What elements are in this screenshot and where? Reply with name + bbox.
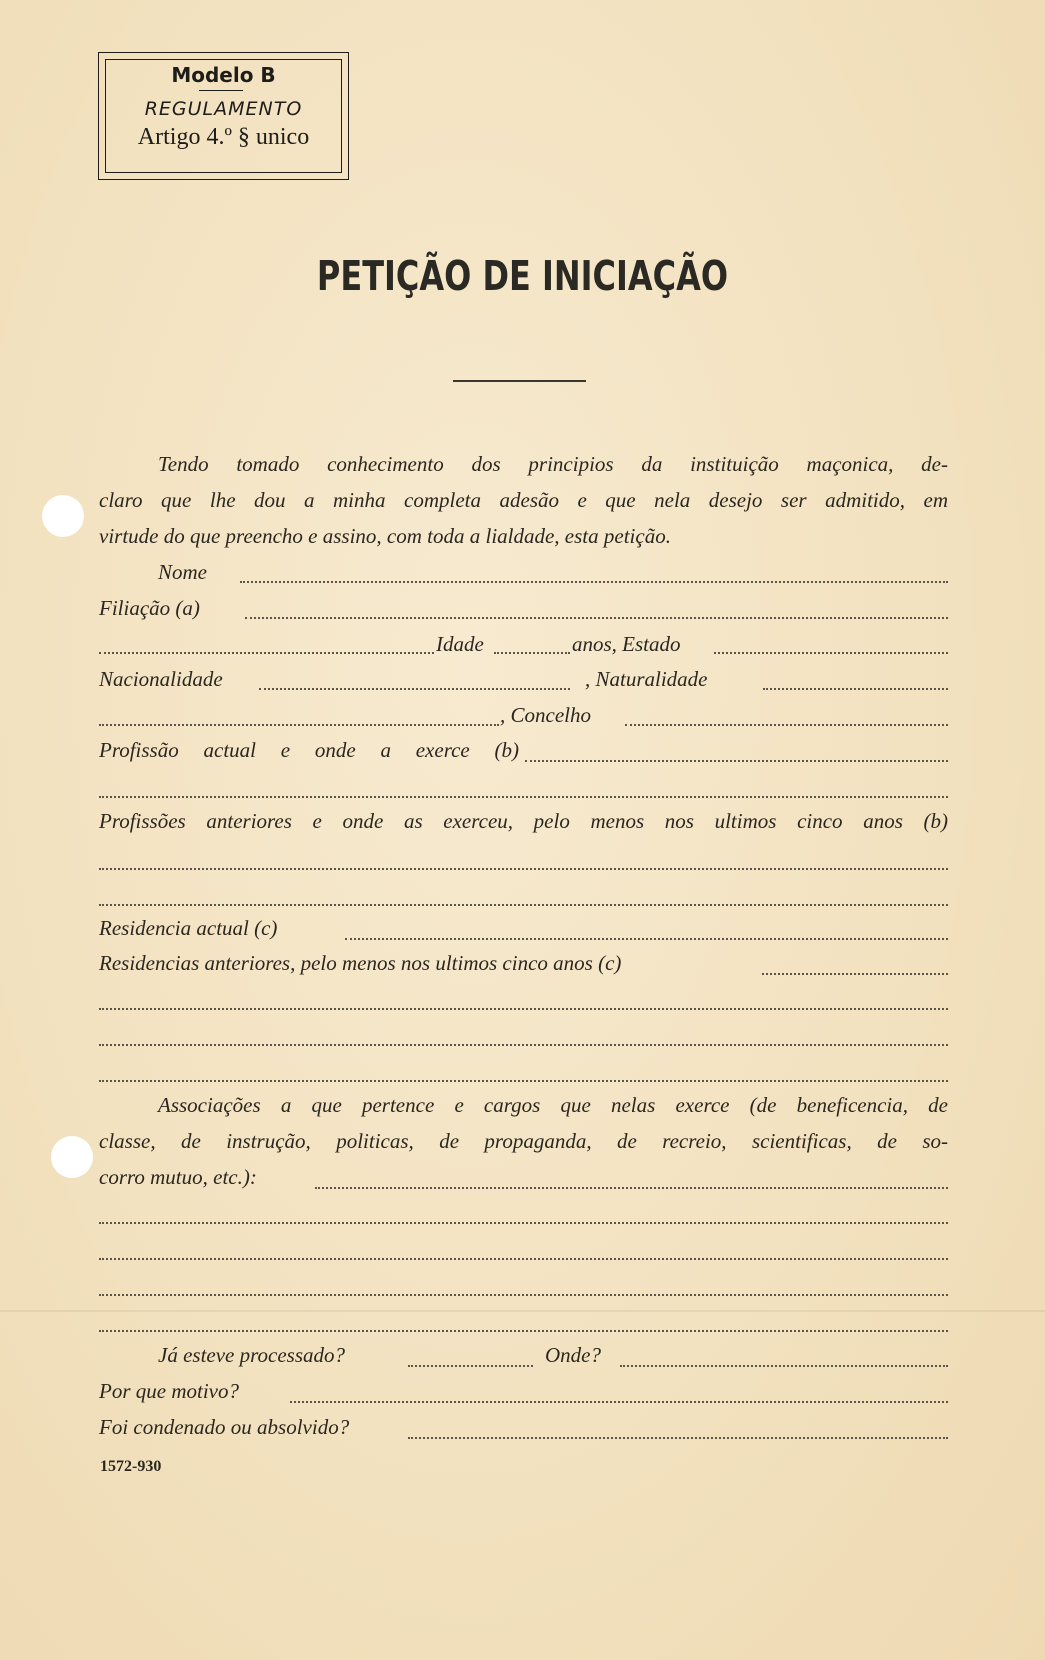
motivo-field[interactable] [290,1401,948,1403]
residencias-anteriores-field-2[interactable] [99,1008,948,1010]
processado-label: Já esteve processado? [158,1343,345,1367]
profissao-actual-field-2[interactable] [99,796,948,798]
stamp-model-label: Modelo B [171,63,276,87]
associacoes-field-2[interactable] [99,1222,948,1224]
naturalidade-label: , Naturalidade [585,667,708,691]
stamp-article-label: Artigo 4.º § unico [137,124,310,150]
associacoes-field-1[interactable] [315,1187,948,1189]
stamp-regulation-label: REGULAMENTO [144,98,303,120]
associacoes-line-2: classe, de instrução, politicas, de propaganda, de recreio, scientificas, de so- [99,1129,948,1153]
idade-field[interactable] [494,652,570,654]
anos-estado-label: anos, Estado [572,632,681,656]
profissoes-anteriores-field-2[interactable] [99,904,948,906]
header-stamp-box [98,52,349,180]
declaration-line-2: claro que lhe dou a minha completa adesão e que nela desejo ser admitido, em [99,488,948,512]
page-title: PETIÇÃO DE INICIAÇÃO [316,252,729,300]
nacionalidade-field[interactable] [259,688,570,690]
condenado-field[interactable] [408,1437,948,1439]
associacoes-field-3[interactable] [99,1258,948,1260]
punch-hole-bottom [51,1136,93,1178]
associacoes-line-1: Associações a que pertence e cargos que nelas exerce (de beneficencia, de [158,1093,948,1117]
naturalidade-field[interactable] [763,688,948,690]
residencia-actual-label: Residencia actual (c) [99,916,278,940]
onde-field[interactable] [620,1365,948,1367]
nome-field[interactable] [240,581,948,583]
filiacao-continuation-field[interactable] [99,652,434,654]
punch-hole-top [42,495,84,537]
residencia-actual-field[interactable] [345,938,948,940]
stamp-rule [199,90,243,91]
print-code: 1572-930 [100,1458,162,1475]
processado-field[interactable] [408,1365,533,1367]
naturalidade-continuation-field[interactable] [99,724,499,726]
nacionalidade-label: Nacionalidade [99,667,223,691]
residencias-anteriores-field-3[interactable] [99,1044,948,1046]
profissao-actual-field[interactable] [525,760,948,762]
profissoes-anteriores-field-1[interactable] [99,868,948,870]
associacoes-field-5[interactable] [99,1330,948,1332]
residencias-anteriores-field[interactable] [762,973,948,975]
filiacao-label: Filiação (a) [99,596,200,620]
title-divider [453,380,586,382]
onde-label: Onde? [545,1343,601,1367]
paper-fold-line [0,1310,1045,1312]
nome-label: Nome [158,560,207,584]
filiacao-field[interactable] [245,617,948,619]
declaration-line-3: virtude do que preencho e assino, com toda a lialdade, esta petição. [99,524,671,548]
motivo-label: Por que motivo? [99,1379,239,1403]
associacoes-line-3: corro mutuo, etc.): [99,1165,257,1189]
concelho-field[interactable] [625,724,948,726]
profissao-actual-label: Profissão actual e onde a exerce (b) [99,738,519,762]
idade-label: Idade [436,632,484,656]
residencias-anteriores-label: Residencias anteriores, pelo menos nos ultimos cinco anos (c) [99,951,622,975]
condenado-label: Foi condenado ou absolvido? [99,1415,350,1439]
associacoes-field-4[interactable] [99,1294,948,1296]
declaration-line-1: Tendo tomado conhecimento dos principios da instituição maçonica, de- [158,452,948,476]
residencias-anteriores-field-4[interactable] [99,1080,948,1082]
concelho-label: , Concelho [500,703,591,727]
profissoes-anteriores-label: Profissões anteriores e onde as exerceu, pelo menos nos ultimos cinco anos (b) [99,809,948,833]
estado-field[interactable] [714,652,948,654]
